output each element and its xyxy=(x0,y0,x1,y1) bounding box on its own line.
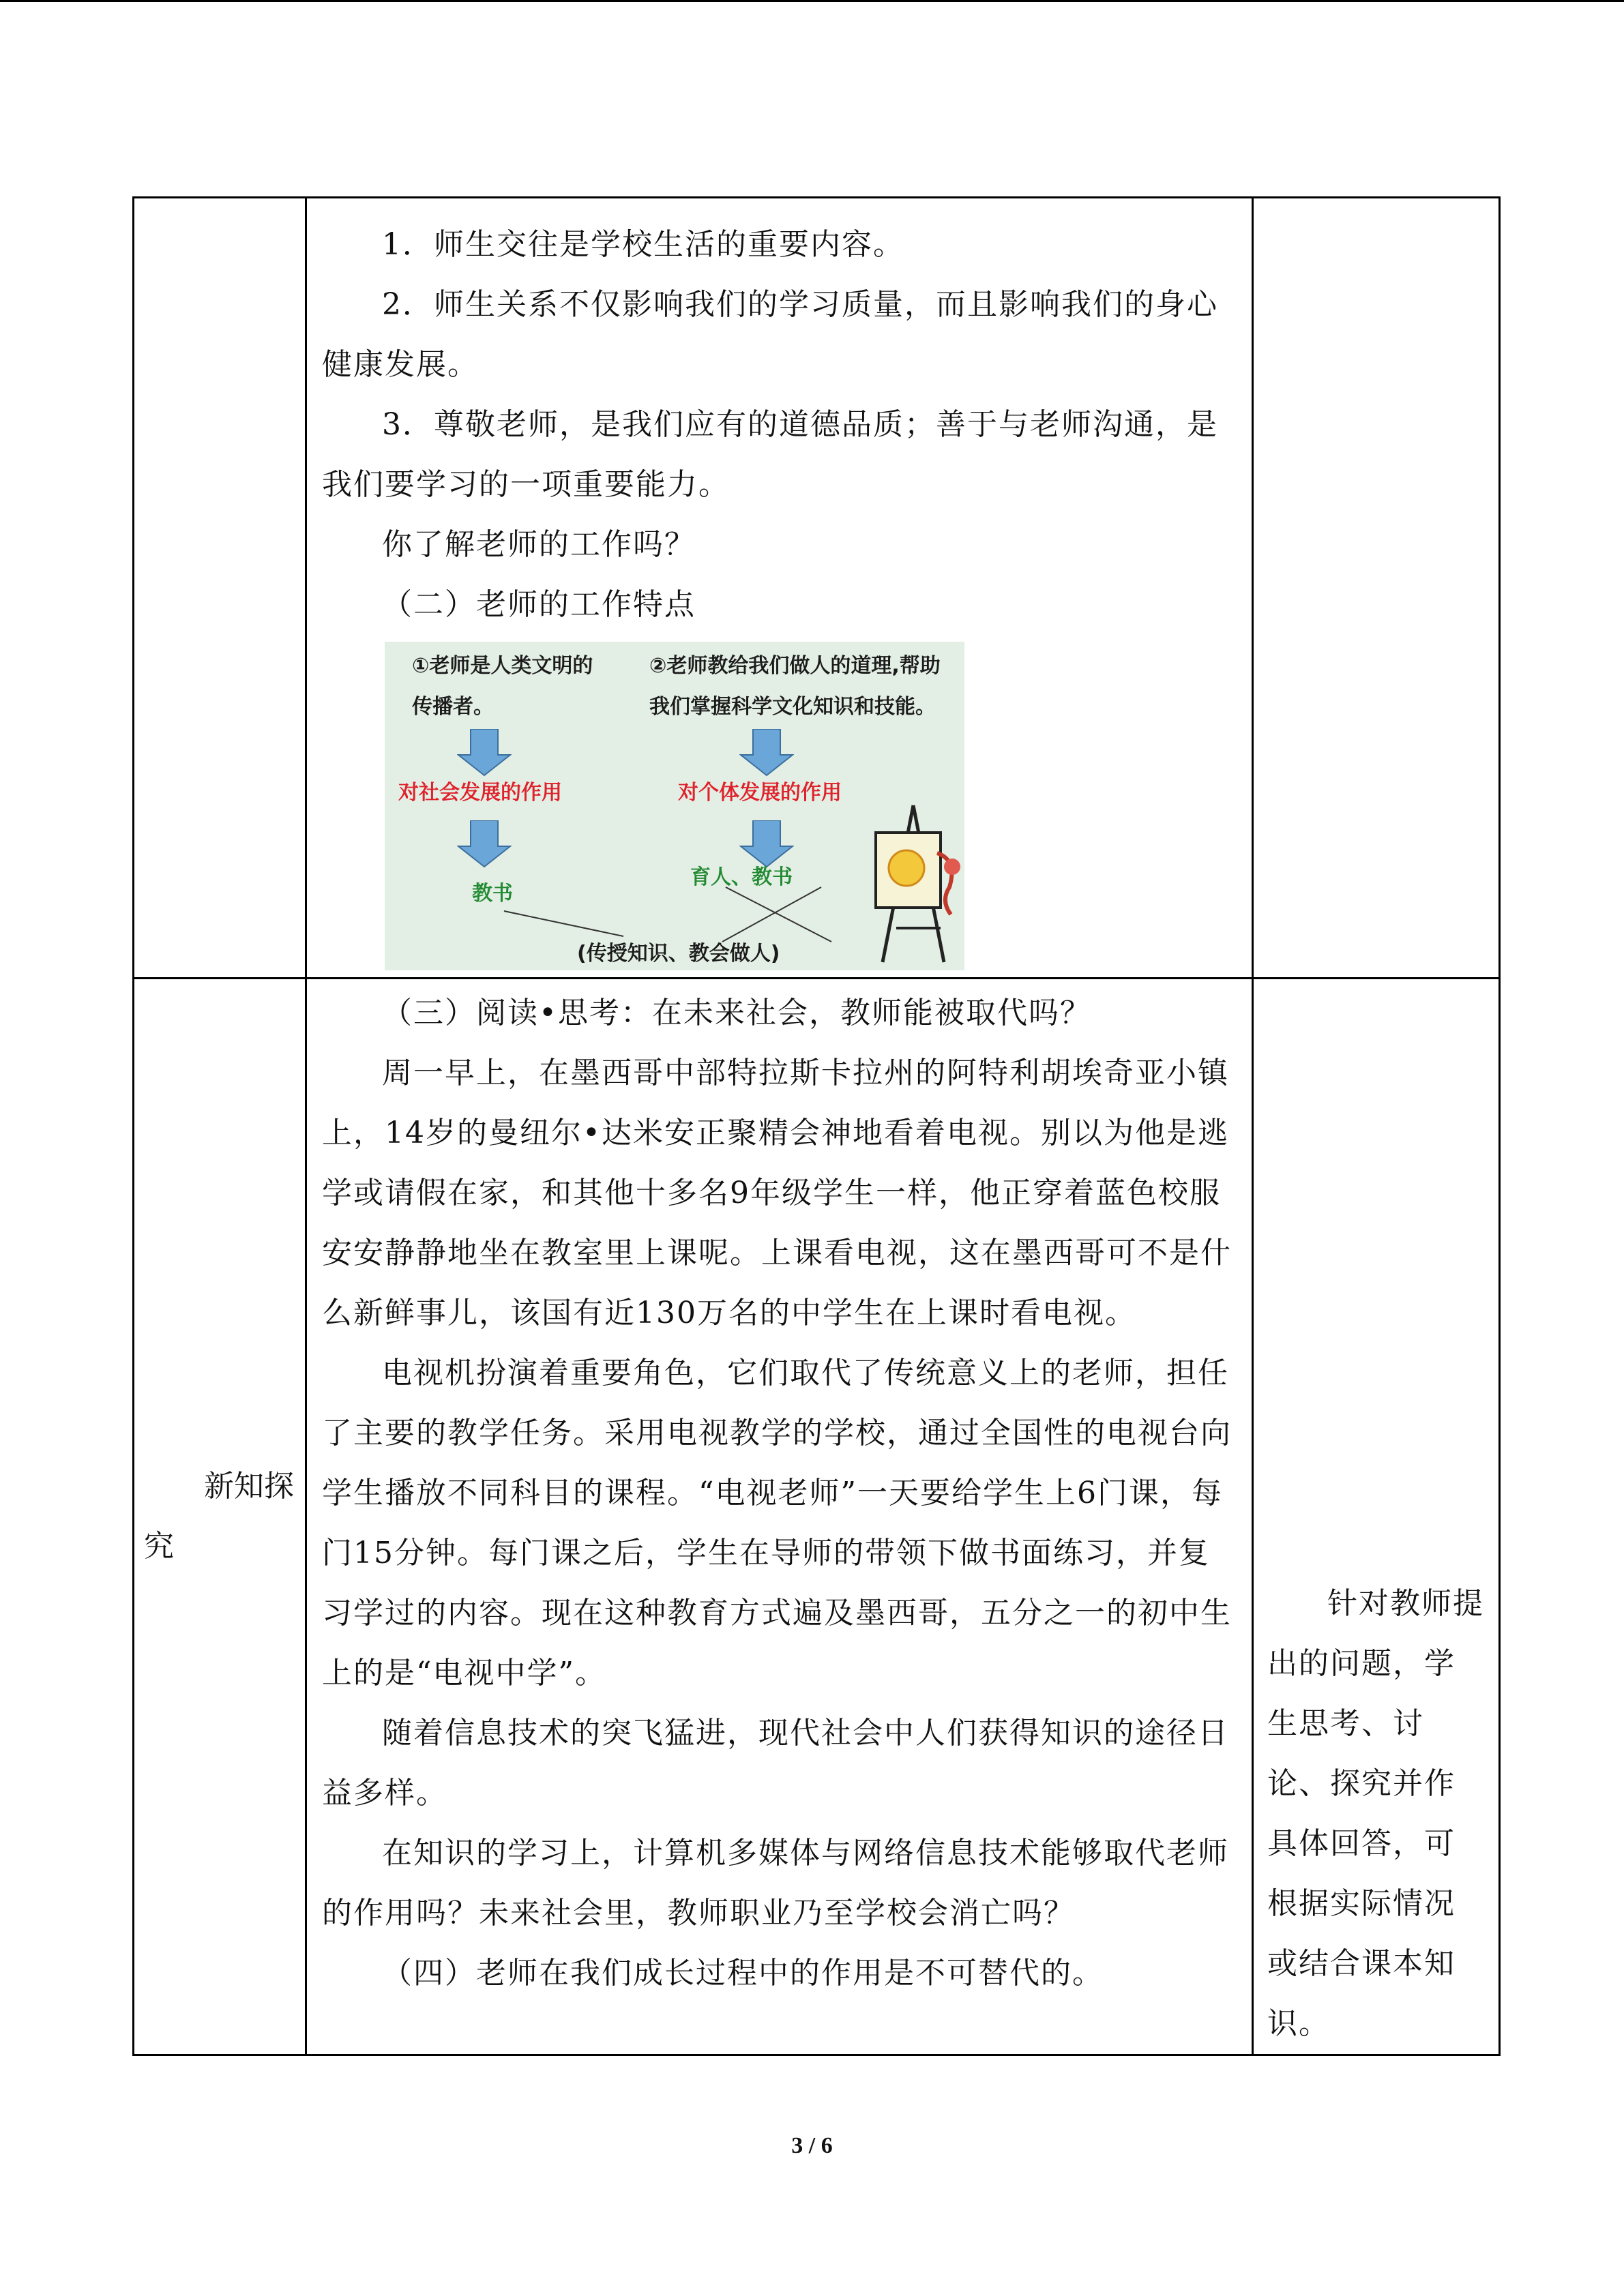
section-heading-2: （二）老师的工作特点 xyxy=(382,587,696,622)
section-heading-3: （三）阅读•思考：在未来社会，教师能被取代吗？ xyxy=(382,996,1091,1030)
diagram-right-top2: 我们掌握科学文化知识和技能。 xyxy=(649,695,936,719)
table-row xyxy=(134,979,1500,2055)
diagram-footer: (传授知识、教会做人) xyxy=(577,942,780,966)
page-number: 3 / 6 xyxy=(791,2133,833,2158)
row2-content-cell xyxy=(306,979,1253,2055)
question: 你了解老师的工作吗？ xyxy=(382,527,696,562)
reading-paragraph-2: 电视机扮演着重要角色，它们取代了传统意义上的老师，担任了主要的教学任务。采用电视教学的学校，通过全国性的电视台向学生播放不同科目的课程。“电视老师”一天要给学生上6门课，每门15分钟。每门课之后，学生在导师的带领下做书面练习，并复习学过的内容。现在这种教育方式遍及墨西哥，五分之一的初中生上的是“电视中学”。 xyxy=(322,1356,1232,1690)
diagram-right-bottom: 育人、教书 xyxy=(690,865,793,889)
point-2: 2．师生关系不仅影响我们的学习质量，而且影响我们的身心健康发展。 xyxy=(322,287,1218,382)
row1-content-cell xyxy=(306,198,1253,979)
easel-illustration-icon xyxy=(862,792,964,970)
point-1: 1．师生交往是学校生活的重要内容。 xyxy=(382,227,904,262)
diagram-left-top2: 传播者。 xyxy=(412,695,494,719)
row1-notes-cell xyxy=(1253,198,1500,979)
section-heading-4: （四）老师在我们成长过程中的作用是不可替代的。 xyxy=(382,1956,1104,1991)
diagram-right-top: ②老师教给我们做人的道理,帮助 xyxy=(649,654,941,678)
row2-label-cell xyxy=(134,979,306,2055)
row2-notes-cell xyxy=(1253,979,1500,2055)
diagram-left-mid: 对社会发展的作用 xyxy=(398,781,562,805)
reading-question: 在知识的学习上，计算机多媒体与网络信息技术能够取代老师的作用吗？未来社会里，教师职业乃至学校会消亡吗？ xyxy=(322,1836,1229,1930)
point-3: 3．尊敬老师，是我们应有的道德品质；善于与老师沟通，是我们要学习的一项重要能力。 xyxy=(322,407,1218,502)
top-rule xyxy=(0,0,1624,2)
diagram-right-mid: 对个体发展的作用 xyxy=(678,781,842,805)
table-row xyxy=(134,198,1500,979)
teacher-role-diagram xyxy=(385,642,964,970)
diagram-left-bottom: 教书 xyxy=(472,882,513,906)
section-label: 新知探究 xyxy=(144,1469,294,1564)
reading-paragraph-1: 周一早上，在墨西哥中部特拉斯卡拉州的阿特利胡埃奇亚小镇上，14岁的曼纽尔•达米安正聚精会神地看着电视。别以为他是逃学或请假在家，和其他十多名9年级学生一样，他正穿着蓝色校服安安静静地坐在教室里上课呢。上课看电视，这在墨西哥可不是什么新鲜事儿，该国有近130万名的中学生在上课时看电视。 xyxy=(322,1056,1232,1330)
lesson-table xyxy=(132,196,1501,2056)
diagram-left-top: ①老师是人类文明的 xyxy=(412,654,593,678)
activity-note: 针对教师提出的问题，学生思考、讨论、探究并作具体回答，可根据实际情况或结合课本知识。 xyxy=(1267,1586,1484,2041)
reading-paragraph-3: 随着信息技术的突飞猛进，现代社会中人们获得知识的途径日益多样。 xyxy=(322,1716,1229,1810)
row1-label-cell xyxy=(134,198,306,979)
